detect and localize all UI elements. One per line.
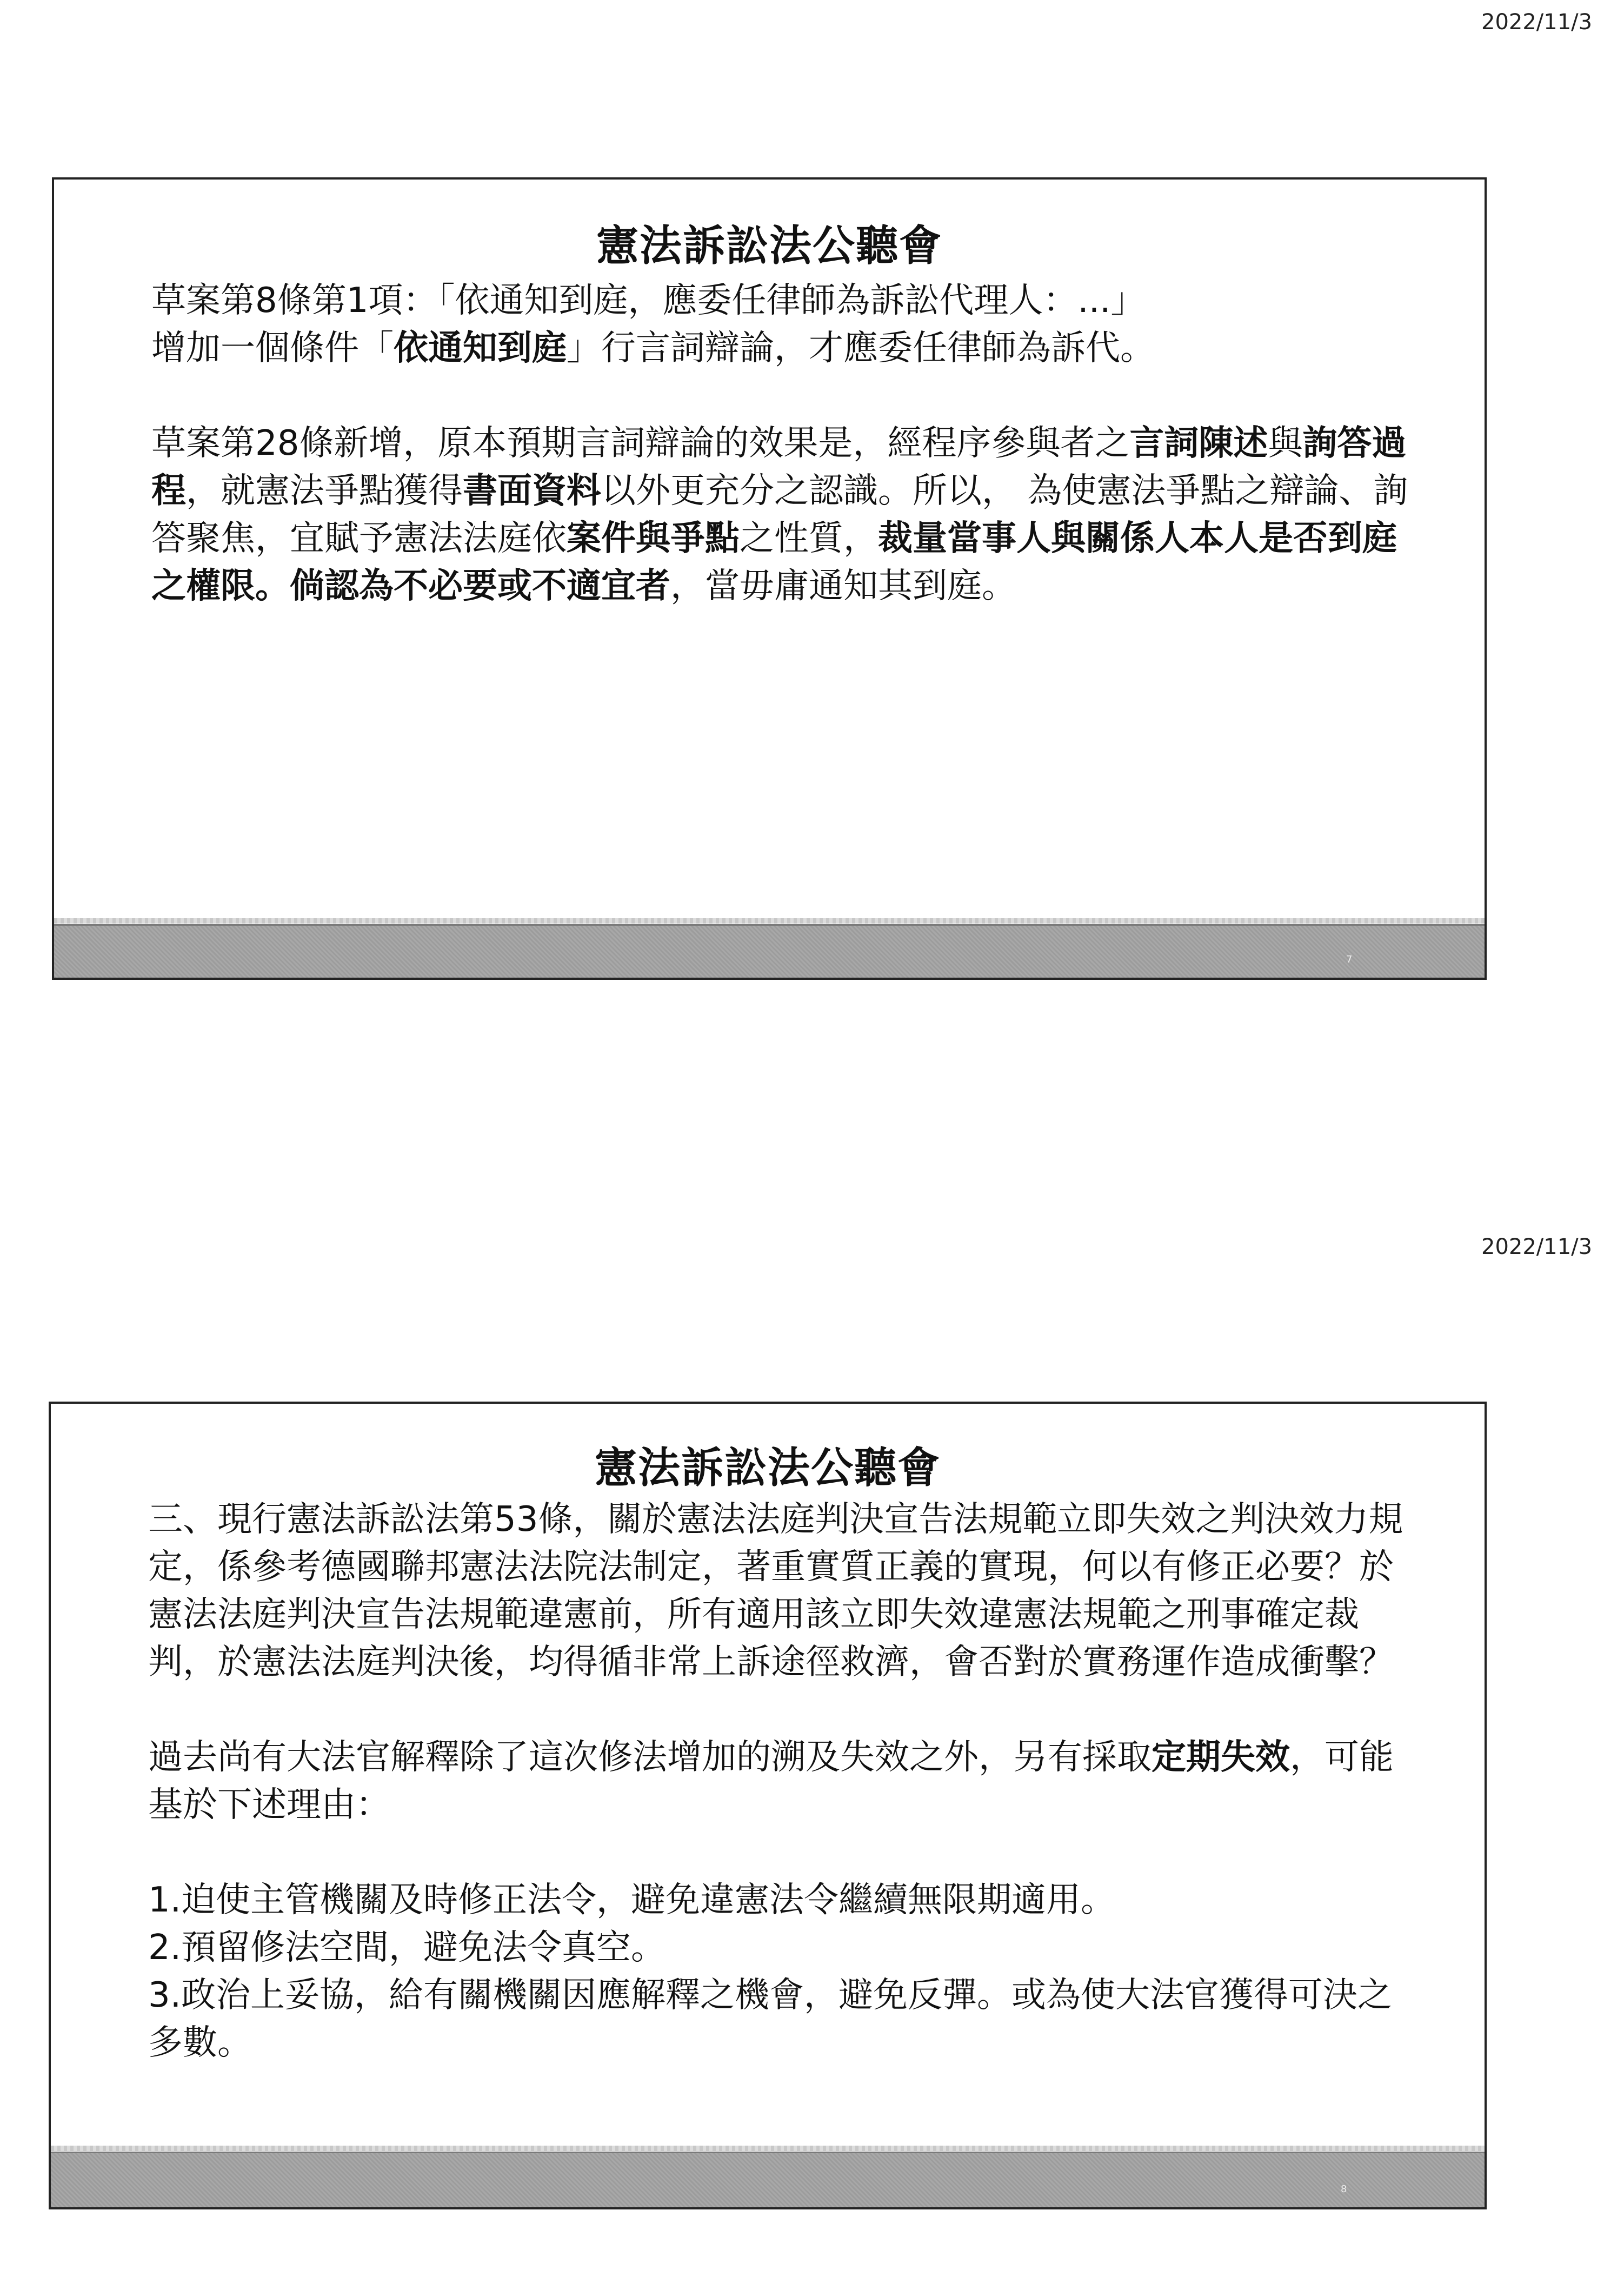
text-span: 與 — [1268, 423, 1303, 463]
slide-body — [148, 1496, 1424, 2067]
text-span: 草案第28條新增，原本預期言詞辯論的效果是，經程序參與者之 — [151, 423, 1130, 463]
bold-text: 定期失效 — [1152, 1737, 1290, 1777]
list-item: 2.預留修法空間，避免法令真空。 — [148, 1928, 666, 1968]
slide-7 — [52, 177, 1487, 980]
bold-text: 書面資料 — [463, 471, 601, 511]
paragraph — [151, 277, 1427, 372]
page-date: 2022/11/3 — [1481, 1234, 1593, 1259]
page-number: 8 — [1341, 2183, 1347, 2195]
slide-title: 憲法訴訟法公聽會 — [594, 1444, 941, 1492]
text-span: 過去尚有大法官解釋除了這次修法增加的溯及失效之外，另有採取 — [148, 1737, 1152, 1777]
paragraph — [148, 1734, 1424, 1829]
text-span: 」行言詞辯論，才應委任律師為訴代。 — [567, 328, 1155, 368]
text-span: 以外更充分之認識。所以， 為使憲法爭點之辯論、詢答聚焦，宜賦予憲法法庭依 — [151, 471, 1408, 559]
page-date: 2022/11/3 — [1481, 10, 1593, 35]
bold-text: 裁量當事人與關係人本人是否到庭之權限。倘認為不必要或不適宜者 — [151, 519, 1397, 606]
text-span: ，當毋庸通知其到庭。 — [670, 566, 1016, 606]
page-number: 7 — [1346, 954, 1353, 965]
paragraph — [151, 420, 1427, 610]
bold-text: 言詞陳述 — [1129, 423, 1268, 463]
slide-footer-bar — [51, 2152, 1485, 2207]
text-span: 之性質， — [740, 519, 878, 559]
slide-footer-bar — [54, 924, 1485, 978]
list-item: 3.政治上妥協，給有關機關因應解釋之機會，避免反彈。或為使大法官獲得可決之多數。 — [148, 1975, 1393, 2063]
text-line: 草案第8條第1項：「依通知到庭，應委任律師為訴訟代理人：...」 — [151, 281, 1146, 321]
bold-text: 案件與爭點 — [567, 519, 740, 559]
text-span: 增加一個條件「 — [151, 328, 394, 368]
list-item: 1.迫使主管機關及時修正法令，避免違憲法令繼續無限期適用。 — [148, 1880, 1116, 1920]
slide-8 — [49, 1402, 1487, 2209]
slide-body — [151, 277, 1427, 610]
text-span: ，可能基於下述理由： — [148, 1737, 1394, 1825]
text-span: ，就憲法爭點獲得 — [186, 471, 463, 511]
slide-title: 憲法訴訟法公聽會 — [596, 222, 942, 270]
bold-text: 詢答過程 — [151, 423, 1407, 511]
bold-text: 依通知到庭 — [394, 328, 567, 368]
paragraph: 三、現行憲法訴訟法第53條，關於憲法法庭判決宣告法規範立即失效之判決效力規定，係參考德國聯邦憲法法院法制定，著重實質正義的實現，何以有修正必要？於憲法法庭判決宣告法規範違憲前，所有適用該立即失效違憲法規範之刑事確定裁判，於憲法法庭判決後，均得循非常上訴途徑救濟，會否對於實務運作造成衝擊？ — [148, 1499, 1403, 1682]
